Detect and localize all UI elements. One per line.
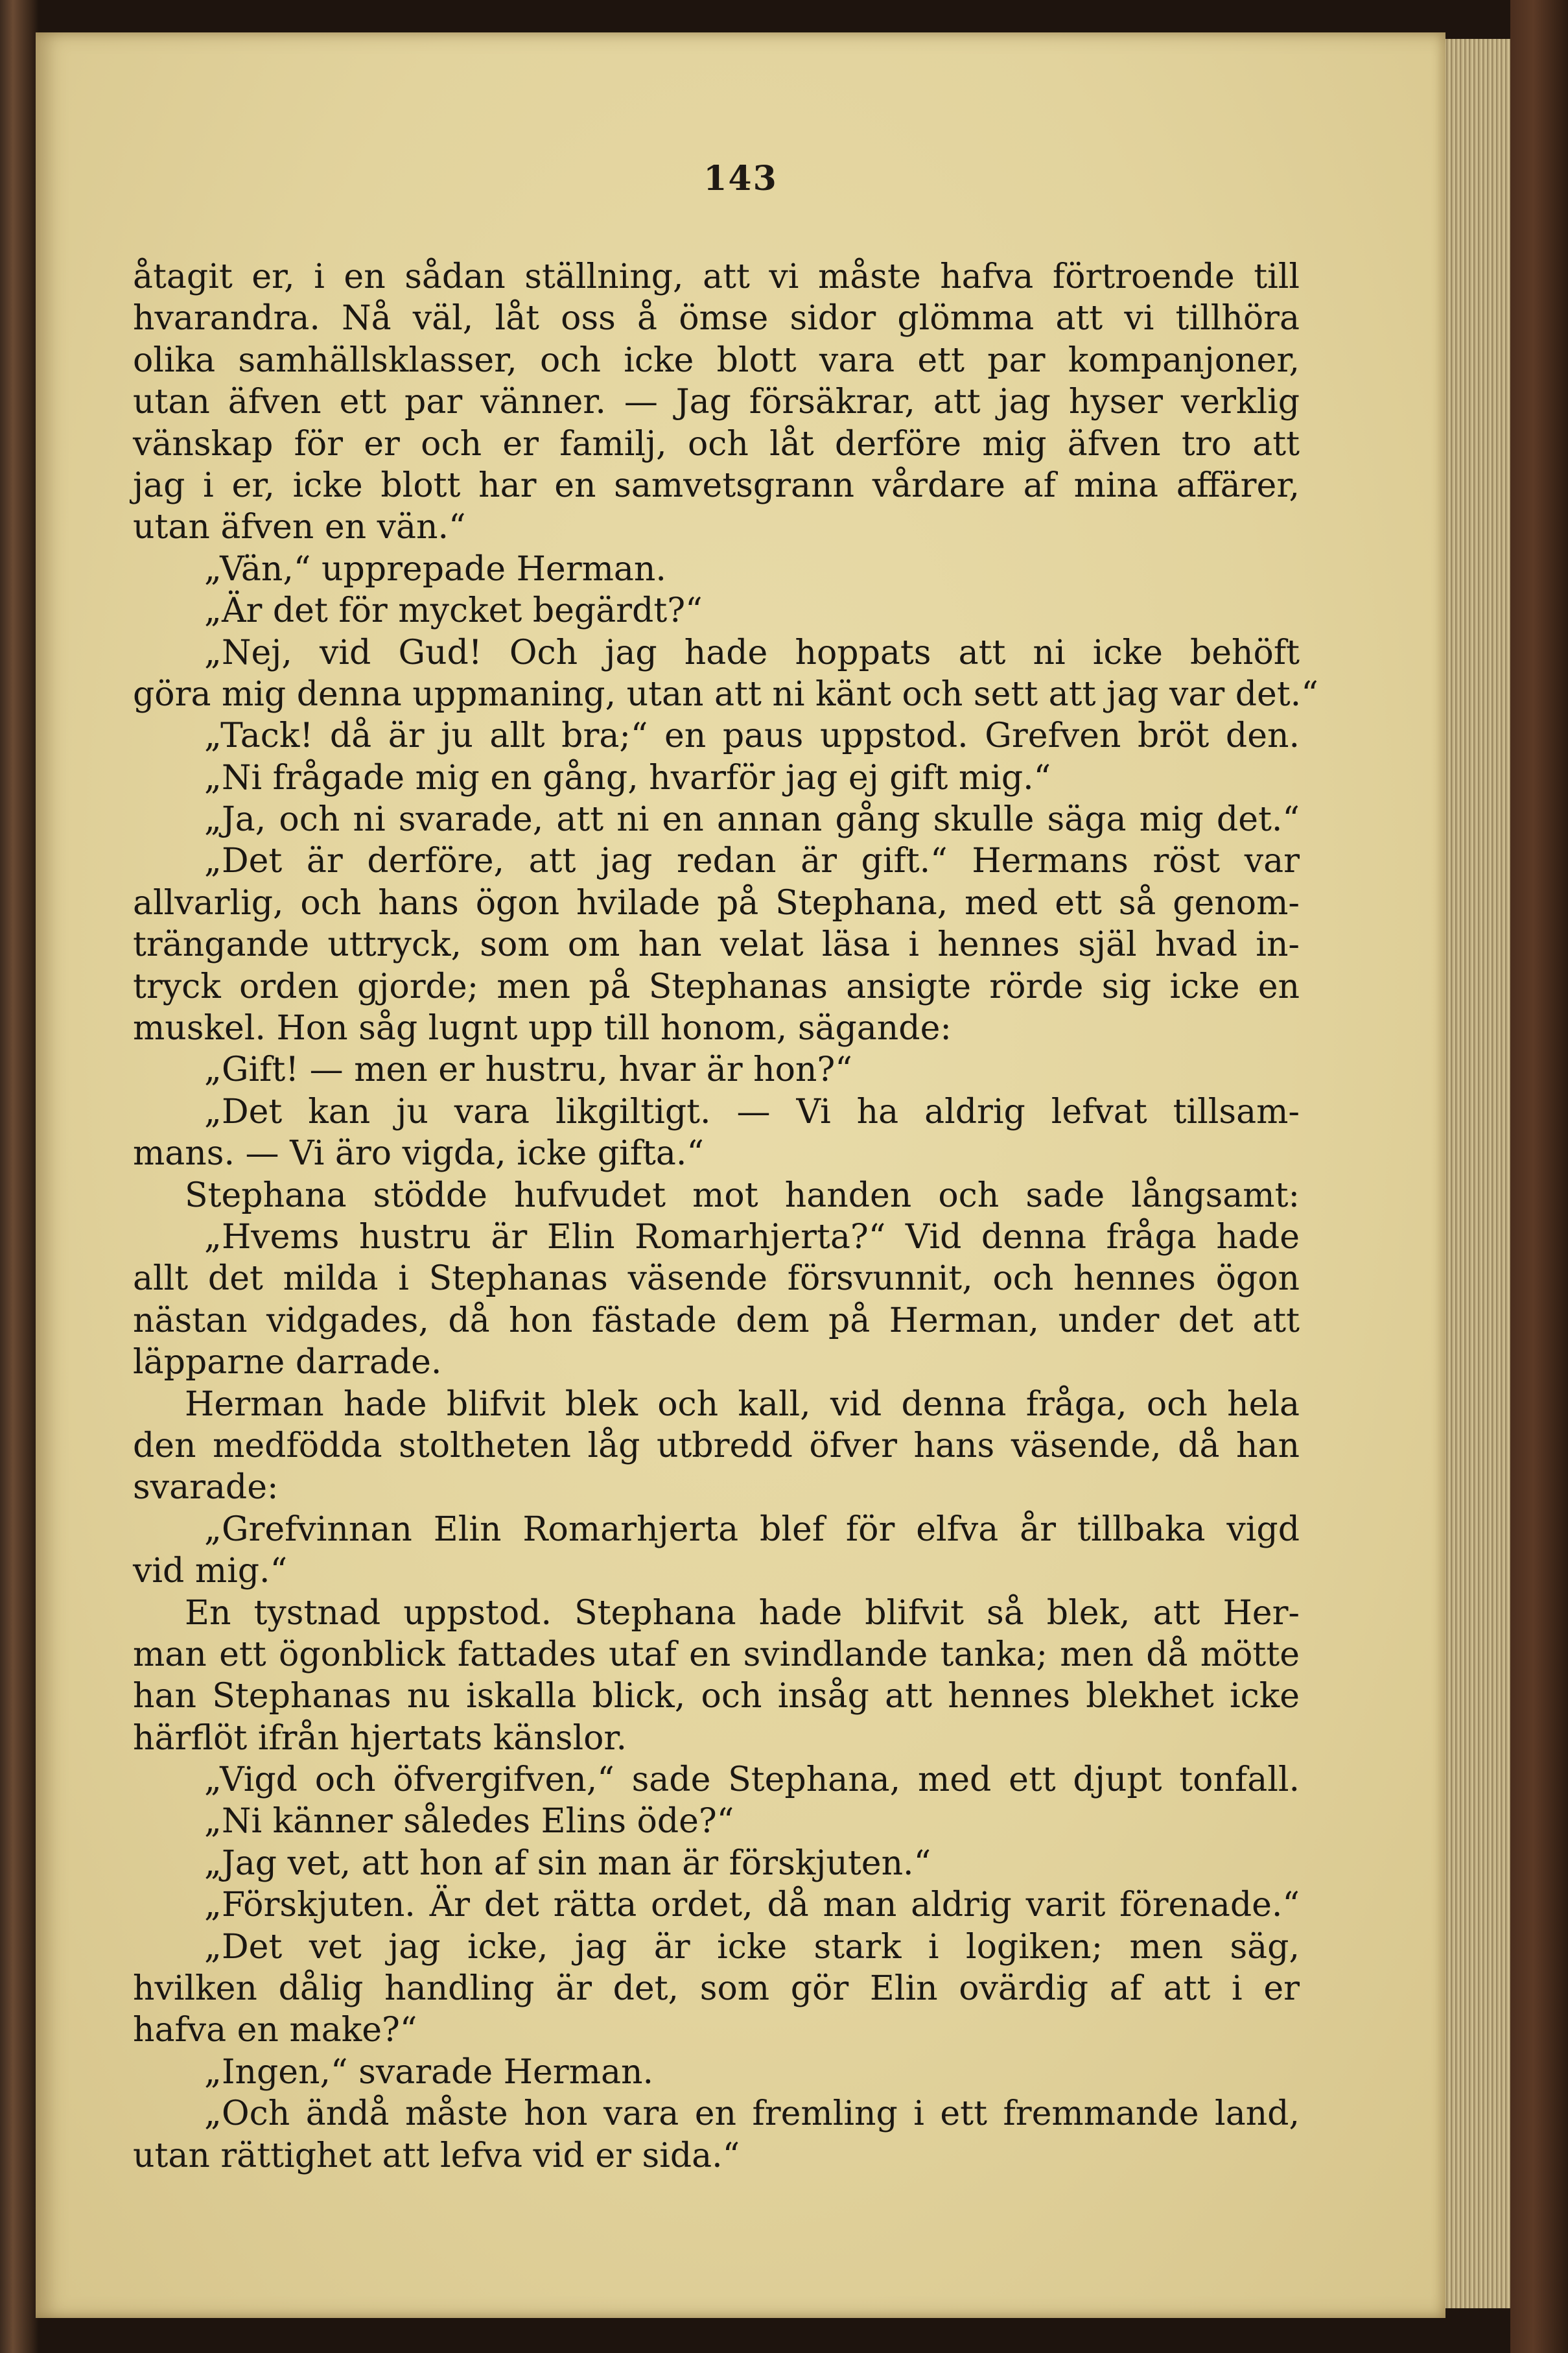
text-line: allvarlig, och hans ögon hvilade på Stephana, med ett så genom- [133,883,1300,923]
text-line: „Vän,“ upprepade Herman. [204,549,666,589]
text-line: läpparne darrade. [133,1343,442,1382]
text-line: „Det vet jag icke, jag är icke stark i logiken; men säg, [204,1927,1300,1967]
text-line: den medfödda stoltheten låg utbredd öfver hans väsende, då han [133,1426,1300,1465]
text-line: trängande uttryck, som om han velat läsa i hennes själ hvad in- [133,925,1300,965]
text-line: „Ja, och ni svarade, att ni en annan gång skulle säga mig det.“ [204,800,1300,840]
text-line: „Ni känner således Elins öde?“ [204,1802,734,1841]
text-line: göra mig denna uppmaning, utan att ni känt och sett att jag var det.“ [133,674,1318,714]
text-line: „Tack! då är ju allt bra;“ en paus uppstod. Grefven bröt den. [204,716,1300,756]
text-line: En tystnad uppstod. Stephana hade blifvit så blek, att Her- [185,1593,1300,1633]
text-line: „Ingen,“ svarade Herman. [204,2052,653,2092]
book-page [36,32,1445,2318]
text-line: utan rättighet att lefva vid er sida.“ [133,2136,740,2175]
book-cover-edge [1510,0,1568,2353]
text-line: utan äfven en vän.“ [133,508,466,547]
text-line: „Nej, vid Gud! Och jag hade hoppats att ni icke behöft [204,633,1300,672]
text-line: jag i er, icke blott har en samvetsgrann vårdare af mina affärer, [133,466,1300,505]
text-line: Stephana stödde hufvudet mot handen och sade långsamt: [185,1176,1300,1215]
text-line: „Jag vet, att hon af sin man är förskjuten.“ [204,1843,931,1883]
text-line: „Och ändå måste hon vara en fremling i ett fremmande land, [204,2094,1300,2134]
text-line: „Gift! — men er hustru, hvar är hon?“ [204,1050,852,1090]
text-line: tryck orden gjorde; men på Stephanas ansigte rörde sig icke en [133,967,1300,1006]
text-line: hvarandra. Nå väl, låt oss å ömse sidor glömma att vi tillhöra [133,299,1300,338]
text-line: „Är det för mycket begärdt?“ [204,591,703,631]
text-line: mans. — Vi äro vigda, icke gifta.“ [133,1134,704,1174]
text-line: vid mig.“ [133,1552,288,1591]
text-line: Herman hade blifvit blek och kall, vid denna fråga, och hela [185,1384,1300,1424]
text-line: „Vigd och öfvergifven,“ sade Stephana, med ett djupt tonfall. [204,1760,1300,1800]
text-line: „Förskjuten. Är det rätta ordet, då man aldrig varit förenade.“ [204,1886,1300,1925]
page-number: 143 [703,159,778,198]
text-line: nästan vidgades, då hon fästade dem på Herman, under det att [133,1301,1300,1340]
text-line: hafva en make?“ [133,2011,417,2050]
text-line: „Det är derföre, att jag redan är gift.“ Hermans röst var [204,842,1300,881]
text-line: allt det milda i Stephanas väsende försvunnit, och hennes ögon [133,1259,1300,1299]
text-line: svarade: [133,1468,279,1508]
text-line: man ett ögonblick fattades utaf en svindlande tanka; men då mötte [133,1635,1300,1674]
text-line: härflöt ifrån hjertats känslor. [133,1718,627,1758]
text-line: utan äfven ett par vänner. — Jag försäkrar, att jag hyser verklig [133,383,1300,422]
text-line: hvilken dålig handling är det, som gör Elin ovärdig af att i er [133,1969,1300,2009]
text-line: åtagit er, i en sådan ställning, att vi måste hafva förtroende till [133,257,1300,296]
text-line: olika samhällsklasser, och icke blott vara ett par kompanjoner, [133,340,1300,380]
text-line: „Det kan ju vara likgiltigt. — Vi ha aldrig lefvat tillsam- [204,1092,1300,1131]
text-line: „Ni frågade mig en gång, hvarför jag ej gift mig.“ [204,758,1051,798]
text-line: vänskap för er och er familj, och låt derföre mig äfven tro att [133,424,1300,464]
text-line: „Hvems hustru är Elin Romarhjerta?“ Vid denna fråga hade [204,1217,1300,1257]
text-line: „Grefvinnan Elin Romarhjerta blef för elfva år tillbaka vigd [204,1509,1300,1549]
text-line: muskel. Hon såg lugnt upp till honom, sägande: [133,1009,952,1048]
page-text [133,256,1318,2177]
text-line: han Stephanas nu iskalla blick, och insåg att hennes blekhet icke [133,1677,1300,1716]
